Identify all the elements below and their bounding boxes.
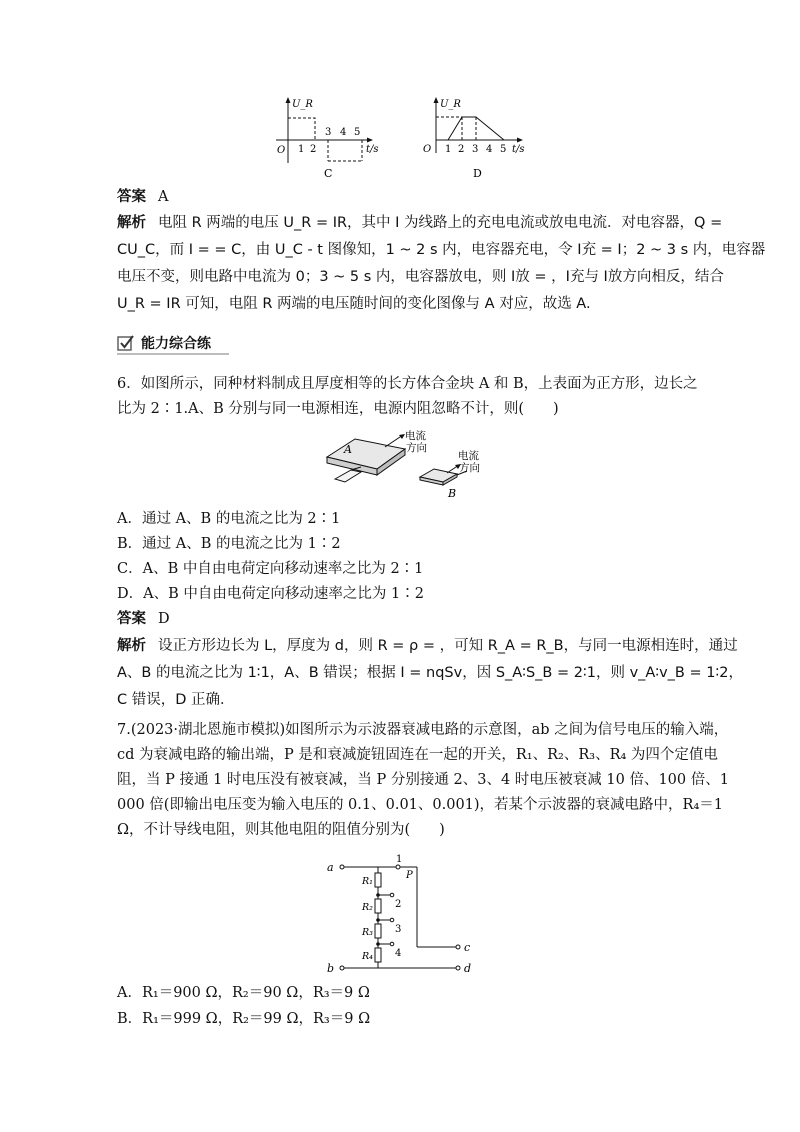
graph-d xyxy=(418,95,538,185)
q5-analysis-line-3: 电压不变，则电路中电流为 0；3 ~ 5 s 内，电容器放电，则 I放 = ，I充与 I放方向相反，结合 xyxy=(117,269,724,285)
q7-terminal-a: a xyxy=(327,861,334,874)
q6-label-a: A xyxy=(344,443,352,456)
graph-c-tick-5: 5 xyxy=(354,127,361,138)
q6-stem-line-2: 比为 2∶1.A、B 分别与同一电源相连，电源内阻忽略不计，则( ) xyxy=(117,401,559,417)
q5-answer xyxy=(117,187,168,207)
section-title: 能力综合练 xyxy=(141,336,211,352)
graph-c-tick-1: 1 xyxy=(298,144,305,155)
graph-d-y-label: U_R xyxy=(440,99,461,110)
graph-d-tick-2: 2 xyxy=(458,144,465,155)
q6-option-d: D．A、B 中自由电荷定向移动速率之比为 1∶2 xyxy=(117,586,424,602)
q5-answer-tag: 答案 xyxy=(117,189,146,205)
q7-tap-2: 2 xyxy=(395,899,402,910)
q6-analysis-line-2: A、B 的电流之比为 1∶1，A、B 错误；根据 I = nqSv，因 S_A∶S_B = 2∶1，则 v_A∶v_B = 1∶2， xyxy=(117,665,743,681)
q7-stem-line-1: 7.(2023·湖北恩施市模拟)如图所示为示波器衰减电路的示意图，ab 之间为信号电压的输入端， xyxy=(117,722,729,738)
q6-answer xyxy=(117,609,170,629)
q6-current-a-1: 电流 xyxy=(405,430,426,442)
q6-option-c: C．A、B 中自由电荷定向移动速率之比为 2∶1 xyxy=(117,561,424,577)
q7-tap-1: 1 xyxy=(396,854,403,865)
graph-d-origin: O xyxy=(423,144,432,155)
graph-c-tick-2: 2 xyxy=(310,144,317,155)
graph-c-x-label: t/s xyxy=(366,144,379,155)
q7-stem-line-2: cd 为衰减电路的输出端，P 是和衰减旋钮固连在一起的开关，R₁、R₂、R₃、R₄ 为四个定值电 xyxy=(117,747,718,763)
section-underline xyxy=(117,353,229,355)
q6-label-b: B xyxy=(448,487,457,500)
q7-stem-line-4: 000 倍(即输出电压变为输入电压的 0.1、0.01、0.001)，若某个示波器的衰减电路中，R₄＝1 xyxy=(117,797,724,813)
checkbox-icon xyxy=(117,334,135,352)
q6-analysis-tag: 解析 xyxy=(117,638,146,654)
q5-analysis-line-4: U_R = IR 可知，电阻 R 两端的电压随时间的变化图像与 A 对应，故选 A. xyxy=(117,296,591,312)
q7-r4-label: R₄ xyxy=(362,951,373,962)
q6-analysis-line-3: C 错误，D 正确． xyxy=(117,692,235,708)
q5-analysis-tag: 解析 xyxy=(117,215,146,231)
q7-tap-4: 4 xyxy=(395,948,402,959)
q7-stem-line-3: 阻，当 P 接通 1 时电压没有被衰减，当 P 分别接通 2、3、4 时电压被衰减 10 倍、100 倍、1 xyxy=(117,772,729,788)
graph-c-tick-4: 4 xyxy=(340,127,347,138)
q7-option-a: A．R₁＝900 Ω，R₂＝90 Ω，R₃＝9 Ω xyxy=(117,985,370,1001)
q7-circuit xyxy=(320,852,480,978)
graph-d-tick-3: 3 xyxy=(472,144,479,155)
q7-switch-p: P xyxy=(406,870,413,881)
q7-r1-label: R₁ xyxy=(362,876,373,887)
q6-answer-value: D xyxy=(158,611,170,627)
q6-stem-line-1: 6．如图所示，同种材料制成且厚度相等的长方体合金块 A 和 B，上表面为正方形，边长之 xyxy=(117,376,698,392)
q6-current-a-2: 方向 xyxy=(406,442,427,454)
graph-c xyxy=(270,95,390,185)
q6-answer-tag: 答案 xyxy=(117,611,146,627)
q5-answer-value: A xyxy=(158,189,169,205)
graph-c-tick-3: 3 xyxy=(325,127,332,138)
graph-c-y-label: U_R xyxy=(292,99,313,110)
section-header xyxy=(117,332,211,354)
q7-terminal-c: c xyxy=(464,941,471,954)
q5-analysis-line-2: CU_C，而 I = = C，由 U_C - t 图像知，1 ~ 2 s 内，电容器充电，令 I充 = I；2 ~ 3 s 内，电容器 xyxy=(117,242,766,258)
q6-current-b-2: 方向 xyxy=(459,462,480,474)
q6-analysis-line-1: 解析 设正方形边长为 L，厚度为 d，则 R = ρ = ，可知 R_A = R_B，与同一电源相连时，通过 xyxy=(117,638,738,654)
graph-c-origin: O xyxy=(277,145,286,156)
q5-analysis-line-1: 解析 电阻 R 两端的电压 U_R = IR，其中 I 为线路上的充电电流或放电电流．对电容器，Q = xyxy=(117,215,723,231)
graph-c-caption: C xyxy=(324,167,333,180)
q7-option-b: B．R₁＝999 Ω，R₂＝99 Ω，R₃＝9 Ω xyxy=(117,1011,371,1027)
q7-tap-3: 3 xyxy=(395,924,402,935)
graph-d-caption: D xyxy=(473,167,482,180)
graph-d-tick-1: 1 xyxy=(445,144,452,155)
q6-option-b: B．通过 A、B 的电流之比为 1∶2 xyxy=(117,536,341,552)
q6-current-b-1: 电流 xyxy=(458,450,479,462)
graph-d-tick-4: 4 xyxy=(486,144,493,155)
graph-d-tick-5: 5 xyxy=(500,144,507,155)
q7-r3-label: R₃ xyxy=(362,927,373,938)
q7-stem-line-5: Ω，不计导线电阻，则其他电阻的阻值分别为( ) xyxy=(117,822,445,838)
q6-figure xyxy=(315,427,495,502)
q7-terminal-d: d xyxy=(464,962,472,975)
q6-option-a: A．通过 A、B 的电流之比为 2∶1 xyxy=(117,511,341,527)
q7-r2-label: R₂ xyxy=(362,902,373,913)
q7-terminal-b: b xyxy=(327,962,335,975)
graph-d-x-label: t/s xyxy=(512,144,525,155)
